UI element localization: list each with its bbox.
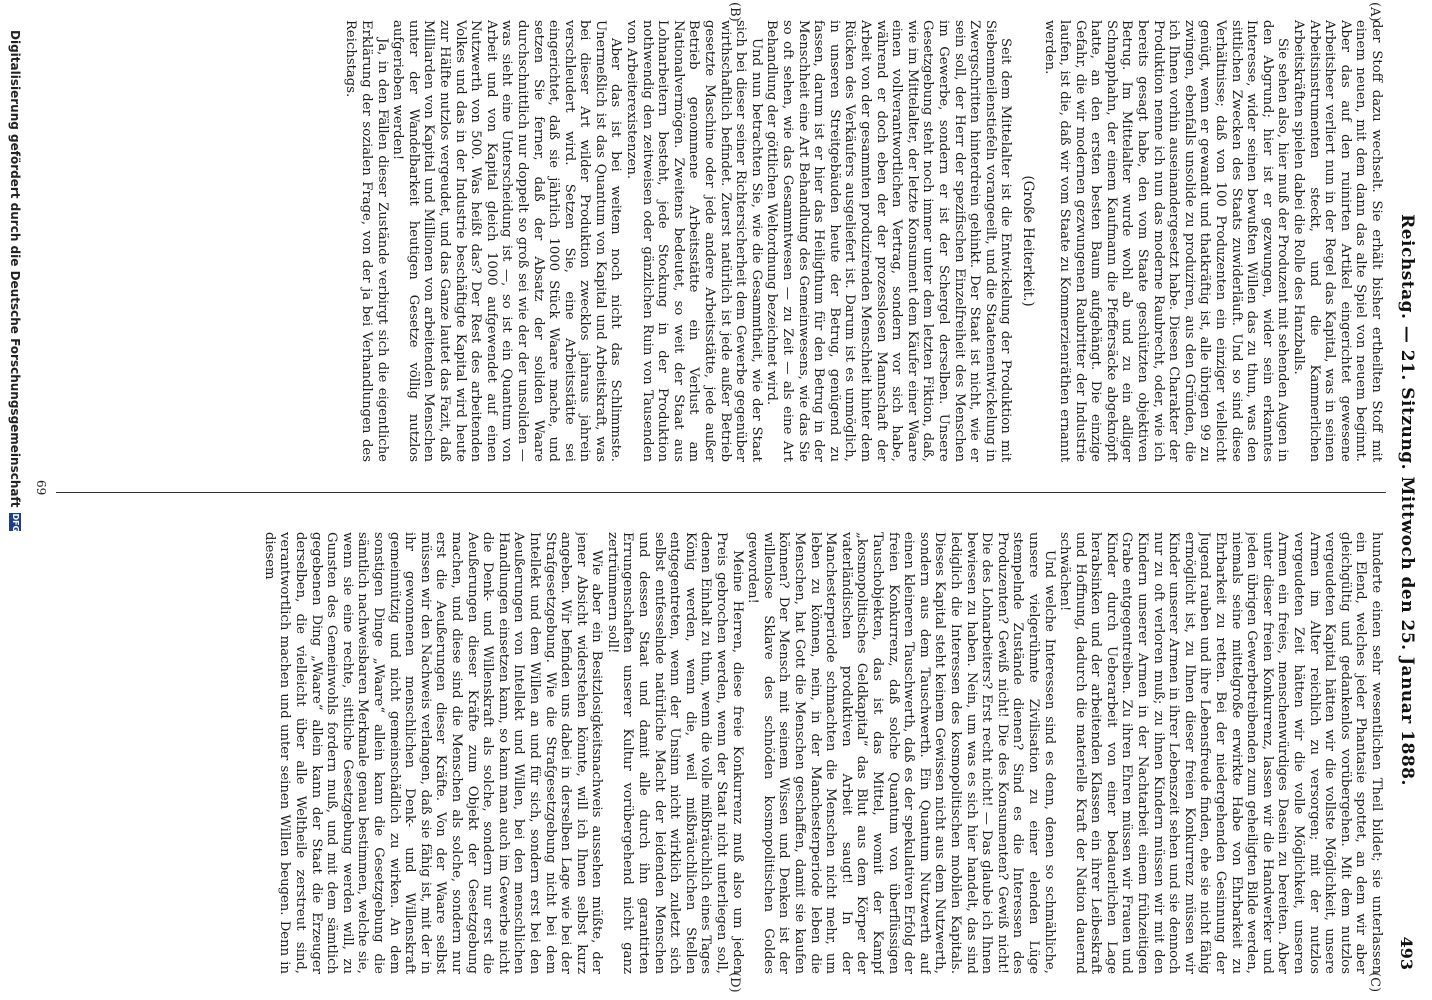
margin-mark-a: (A) (1367, 2, 1382, 22)
paragraph: der Stoff dazu wechselt. Sie erhält bisher ertheilten Stoff mit einem neuen, mit dem dann das alte Spiel von neuem beginnt. Aber das auf den ruinirten Artikel eingerichtet gewesene Arbeitsheer verliert nun in der Regel das Kapital, was in seinen Arbeitsinstrumenten steckt, und die Kammerlichen Arbeitskräften spielen dabei die Rolle des Hanzballs. (1291, 20, 1384, 462)
paragraph: Sie sehen also, hier muß der Produzent mit sehenden Augen in den Abgrund; hier ist er gezwungen, wider sein erkanntes Interesse, wider seinen bewußten Willen das zu thun, was den sittlichen Zwecken des Staats zuwiderläuft. Und so sind diese Verhältnisse; daß von 100 Produzenten ein einziger vielleicht genügt, wenn er gewandt und thatkräftig ist, alle übrigen 99 zu zwingen, ebenfalls unsolide zu produziren, aus den Gründen, die ich Ihnen vorhin auseinandergesetzt habe. Diesen Charakter der Produktion nenne ich nun das moderne Raubrecht, oder, wie ich bereits gesagt habe, den vom Staate geschützten objektiven Betrug. Im Mittelalter wurde wohl ab und zu ein adliger Schnapphahn, der einem Kaufmann die Pfeffersäcke abgeknöpft hatte, an den ersten besten Baum aufgehängt. Die einzige Gefahr, die wir modernen gezwungenen Raubritter der Industrie laufen, ist die, daß wir vom Staate zu Kommerzienräthen ernannt werden. (1041, 20, 1291, 462)
header-page-number: 493 (1397, 936, 1417, 970)
paragraph: Wie aber ein Besitzlosigkeitsnachweis aussehen müßte, der jener Absicht widerstehen könnte, will ich Ihnen selbst kurz angeben. Wir befinden uns dabei in derselben Lage wie bei der Strafgesetzgebung. Wie die Strafgesetzgebung nicht bei dem Intellekt und dem Willen an und für sich, sondern erst bei den Aeußerungen von Intellekt und Willen, bei den menschlichen Handlungen einsetzen kann, so kann man auch im Gewerbe nicht die Denk- und Willenskraft als solche, sondern nur erst die Aeußerungen dieser Kräfte zum Objekt der Gesetzgebung machen, und diese sind die Menschen als solche, sondern nur erst die Aeußerungen dieser Kräfte. Von der Waare selbst müssen wir den Nachweis verlangen, daß sie fähig ist, mit der in ihr gewonnenen menschlichen Denk- und Willenskraft gemeinnützig und nicht gemeinschädlich zu wirken. An dem sonstigen Dinge „Waare“ allein kann die Gesetzgebung die sämtlich nachweisbaren Merkmale genau bestimmen, welche sie, wenn sie eine rechte, sittliche Gesetzgebung werden will, zu Gunsten des Gemeinwohls fordern muß, und mit dem sämtlich gegebenen Ding „Waare“ allein kann der Staat die Erzeuger derselben, die vielleicht über alle Weltheile zerstreut sind, verantwortlich machen und unter seinen Willen beugen. Denn in diesem (261, 532, 605, 974)
header-title: Reichstag. — 21. Sitzung. Mittwoch den 25. Januar 1888. (1397, 214, 1417, 786)
margin-mark-c: (C) (1367, 972, 1382, 993)
paragraph: Meine Herren, diese freie Konkurrenz muß also um jeden Preis gebrochen werden, wenn der Staat nicht unterliegen soll, denen Einhalt zu thun, wenn die volle mißbräuchlich eines Tages König werden, wenn die, weil mißbräuchlichen Stellen entgegentreten, wenn der Unsinn nicht wirklich zuletzt sich selbst entfesselnde natürliche Macht der leidenden Menschen und dessen Staat und damit alle durch ihn garantirten Errungenschaften unserer Kultur vorübergehend nicht ganz zertrümmern soll! (604, 532, 745, 974)
right-column (64, 532, 1384, 974)
column-divider (56, 492, 1386, 493)
paragraph: Und nun betrachten Sie, wie die Gesammtheit, wie der Staat sich bei dieser seiner Richtersicherheit dem Gewerbe gegenüber wirthschaftlich befindet. Zuerst natürlich ist jede außer Betrieb gesetzte Maschine oder jede andere Arbeitsstätte, jede außer Betrieb genommene Arbeitsstätte ein Verlust am Nationalvermögen. Zweitens bedeutet, so weit der Staat aus Lohnarbeitern besteht, jede Stockung in der Produktion nothwendig den zeitweisen oder gänzlichen Ruin von Tausenden von Arbeiterexistenzen. (624, 20, 764, 462)
paragraph: hunderte einen sehr wesentlichen Theil bildet; sie unterlassen ein Elend, welches jeder Phantasie spottet, an dem wir aber gleichgültig und gedankenlos vorübergehen. Mit dem nutzlos vergeudeten Kapital hätten wir die vollste Möglichkeit, unsere Armen im Alter reichlich zu versorgen; mit der nutzlos vergeudeten Zeit hätten wir die volle Möglichkeit, unseren Armen ein freies, menschenwürdiges Dasein zu bereiten. Aber unter dieser freien Konkurrenz, lassen wir die Handwerker und jeden übrigen Gewerbetreibenden zum geheiligten Bilde werden, niemals seine mittelgroße erwirkte Habe von Ehrbarkeit zu Ehrbarkeit zu retten. Bei der niedergehenden Gesinnung der Jugend rauben und ihre Lebensfreude finden, ehe sie nicht fähig ermöglicht ist, zu Ihnen dieser freien Konkurrenz müssen wir Kinder unserer Armen in ihrer Lebenszeit sehen und sie dennoch nur zu oft verloren muß; zu ihnen Kindern müssen wir mit den Kindern unserer Armen in der Nachtarbeit einem frühzeitigen Grabe entgegentreiben. Zu ihren Ehren müssen wir Frauen und Kinder durch Ueberarbeit von einer bedauerlichen Lage herabsinken und der arbeitenden Klassen ein ihrer Leibeskraft und Hoffnung, dadurch die materielle Kraft der Nation dauernd schwächen! (1057, 532, 1384, 974)
page-header (1392, 30, 1422, 970)
paragraph: Und welche Interessen sind es denn, denen so schmähliche, unsere vielgerühmte Zivilisation zu einer elenden Lüge stempelnde Zustände dienen? Sind es die Interessen des Produzenten? Gewiß nicht! Die des Konsumenten? Gewiß nicht! Die des Lohnarbeiters? Erst recht nicht! — Das glaube ich Ihnen bewiesen zu haben. Nein, um was es sich hier handelt, das sind lediglich die Interessen des kosmopolitischen mobilen Kapitals. Dieses Kapital steht keinem Gewissen nicht aus dem Nutzwerth, sondern aus dem Tauschwerth. Ein Quantum Nutzwerth auf einen kleineren Tauschwerth, daß es der spekulativen Erfolg der freien Konkurrenz, daß solche Quantum von überflüssigen Tauschobjekten, das ist das Mittel, womit der Kampf „kosmopolitisches Geldkapital“ das Blut aus dem Körper der vaterländischen produktiven Arbeit saugt! In der Manchesterperiode schmachten die Menschen nicht mehr, um leben zu können, nein, in der Manchesterperiode leben die Menschen, hat Gott die Menschen geschaffen, damit sie kaufen können? Der Mensch mit seinem Wissen und Denken ist der willenlose Sklave des schnöden kosmopolitischen Goldes geworden! (745, 532, 1057, 974)
digitization-note (8, 30, 22, 930)
dfg-logo-icon: DFG (11, 513, 20, 533)
paragraph: Aber das ist bei weitem noch nicht das Schlimmste. Unermeßlich ist das Quantum von Kapital und Arbeitskraft, was bei dieser Art wilder Produktion zwecklos jahraus jahrein verschleudert wird. Setzen Sie, eine Arbeitsstätte sei eingerichtet, daß sie jährlich 1000 Stück Waare mache, und setzen Sie ferner, daß der Absatz der soliden Waare durchschnittlich nur doppelt so groß sei wie der der unsoliden — was sieht eine Unterscheidung ist —, so ist ein Quantum von Arbeit und von Kapital gleich 1000 aufgewendet auf einen Nutzwerth von 500. Was heißt das? Der Rest des arbeitenden Volkes und das in der Industrie beschäftigte Kapital wird heute zur Hälfte nutzlos vergeudet, und das Ganze lautet das Fazit, daß Milliarden von Kapital und Millionen von arbeitenden Menschen unter der Wandelbarkeit heutigen Gesetze völlig nutzlos aufgerieben werden! (390, 20, 624, 462)
margin-mark-b: (B) (727, 2, 742, 22)
paragraph: Ja, in den Fällen dieser Zustände verbirgt sich die eigentliche Erklärung der sozialen Frage, von der ja bei Verhandlungen des Reichstags. (343, 20, 390, 462)
footer-page-number: 69 (34, 480, 48, 496)
paragraph: Seit dem Mittelalter ist die Entwickelung der Produktion mit Siebenmeilenstiefeln vorangeeilt, und die Staatenentwickelung in Zwergschritten hinterdrein gehinkt. Der Staat ist nicht, wie er sein soll, der Herr der spezifischen Einzelfreiheit des Menschen im Gewerbe, sondern er ist der Schergel derselben. Unsere Gesetzgebung steht noch immer unter dem letzten Fiktion, daß, wie im Mittelalter, der letzte Konsument dem Käufer einer Waare einen vollverantwortlichen Vertrag, sondern vor sich habe, während er doch eben der der prozesslosen Mannschaft der Arbeit von der gesammten produzirenden Menschheit hinter dem Rücken des Verkäufers ausgeliefert ist. Darum ist es unmöglich, in unseren Streitgebäuden heute der Betrug, genügend zu fassen, darum ist er hier das Heiligthum für den Betrug in der Menschheit eine Art Behandlung des Gemeinwesens, wie das Sie so oft sehen, wie das Gesammtwesen — zu Zeit — als eine Art Behandlung der göttlichen Weltordnung bezeichnet wird. (764, 20, 1014, 462)
digitization-text: Digitalisierung gefördert durch die Deutsche Forschungsgemeinschaft (8, 30, 22, 508)
left-column (64, 20, 1384, 462)
margin-mark-d: (D) (727, 972, 742, 993)
interjection: (Große Heiterkeit.) (1019, 175, 1036, 307)
